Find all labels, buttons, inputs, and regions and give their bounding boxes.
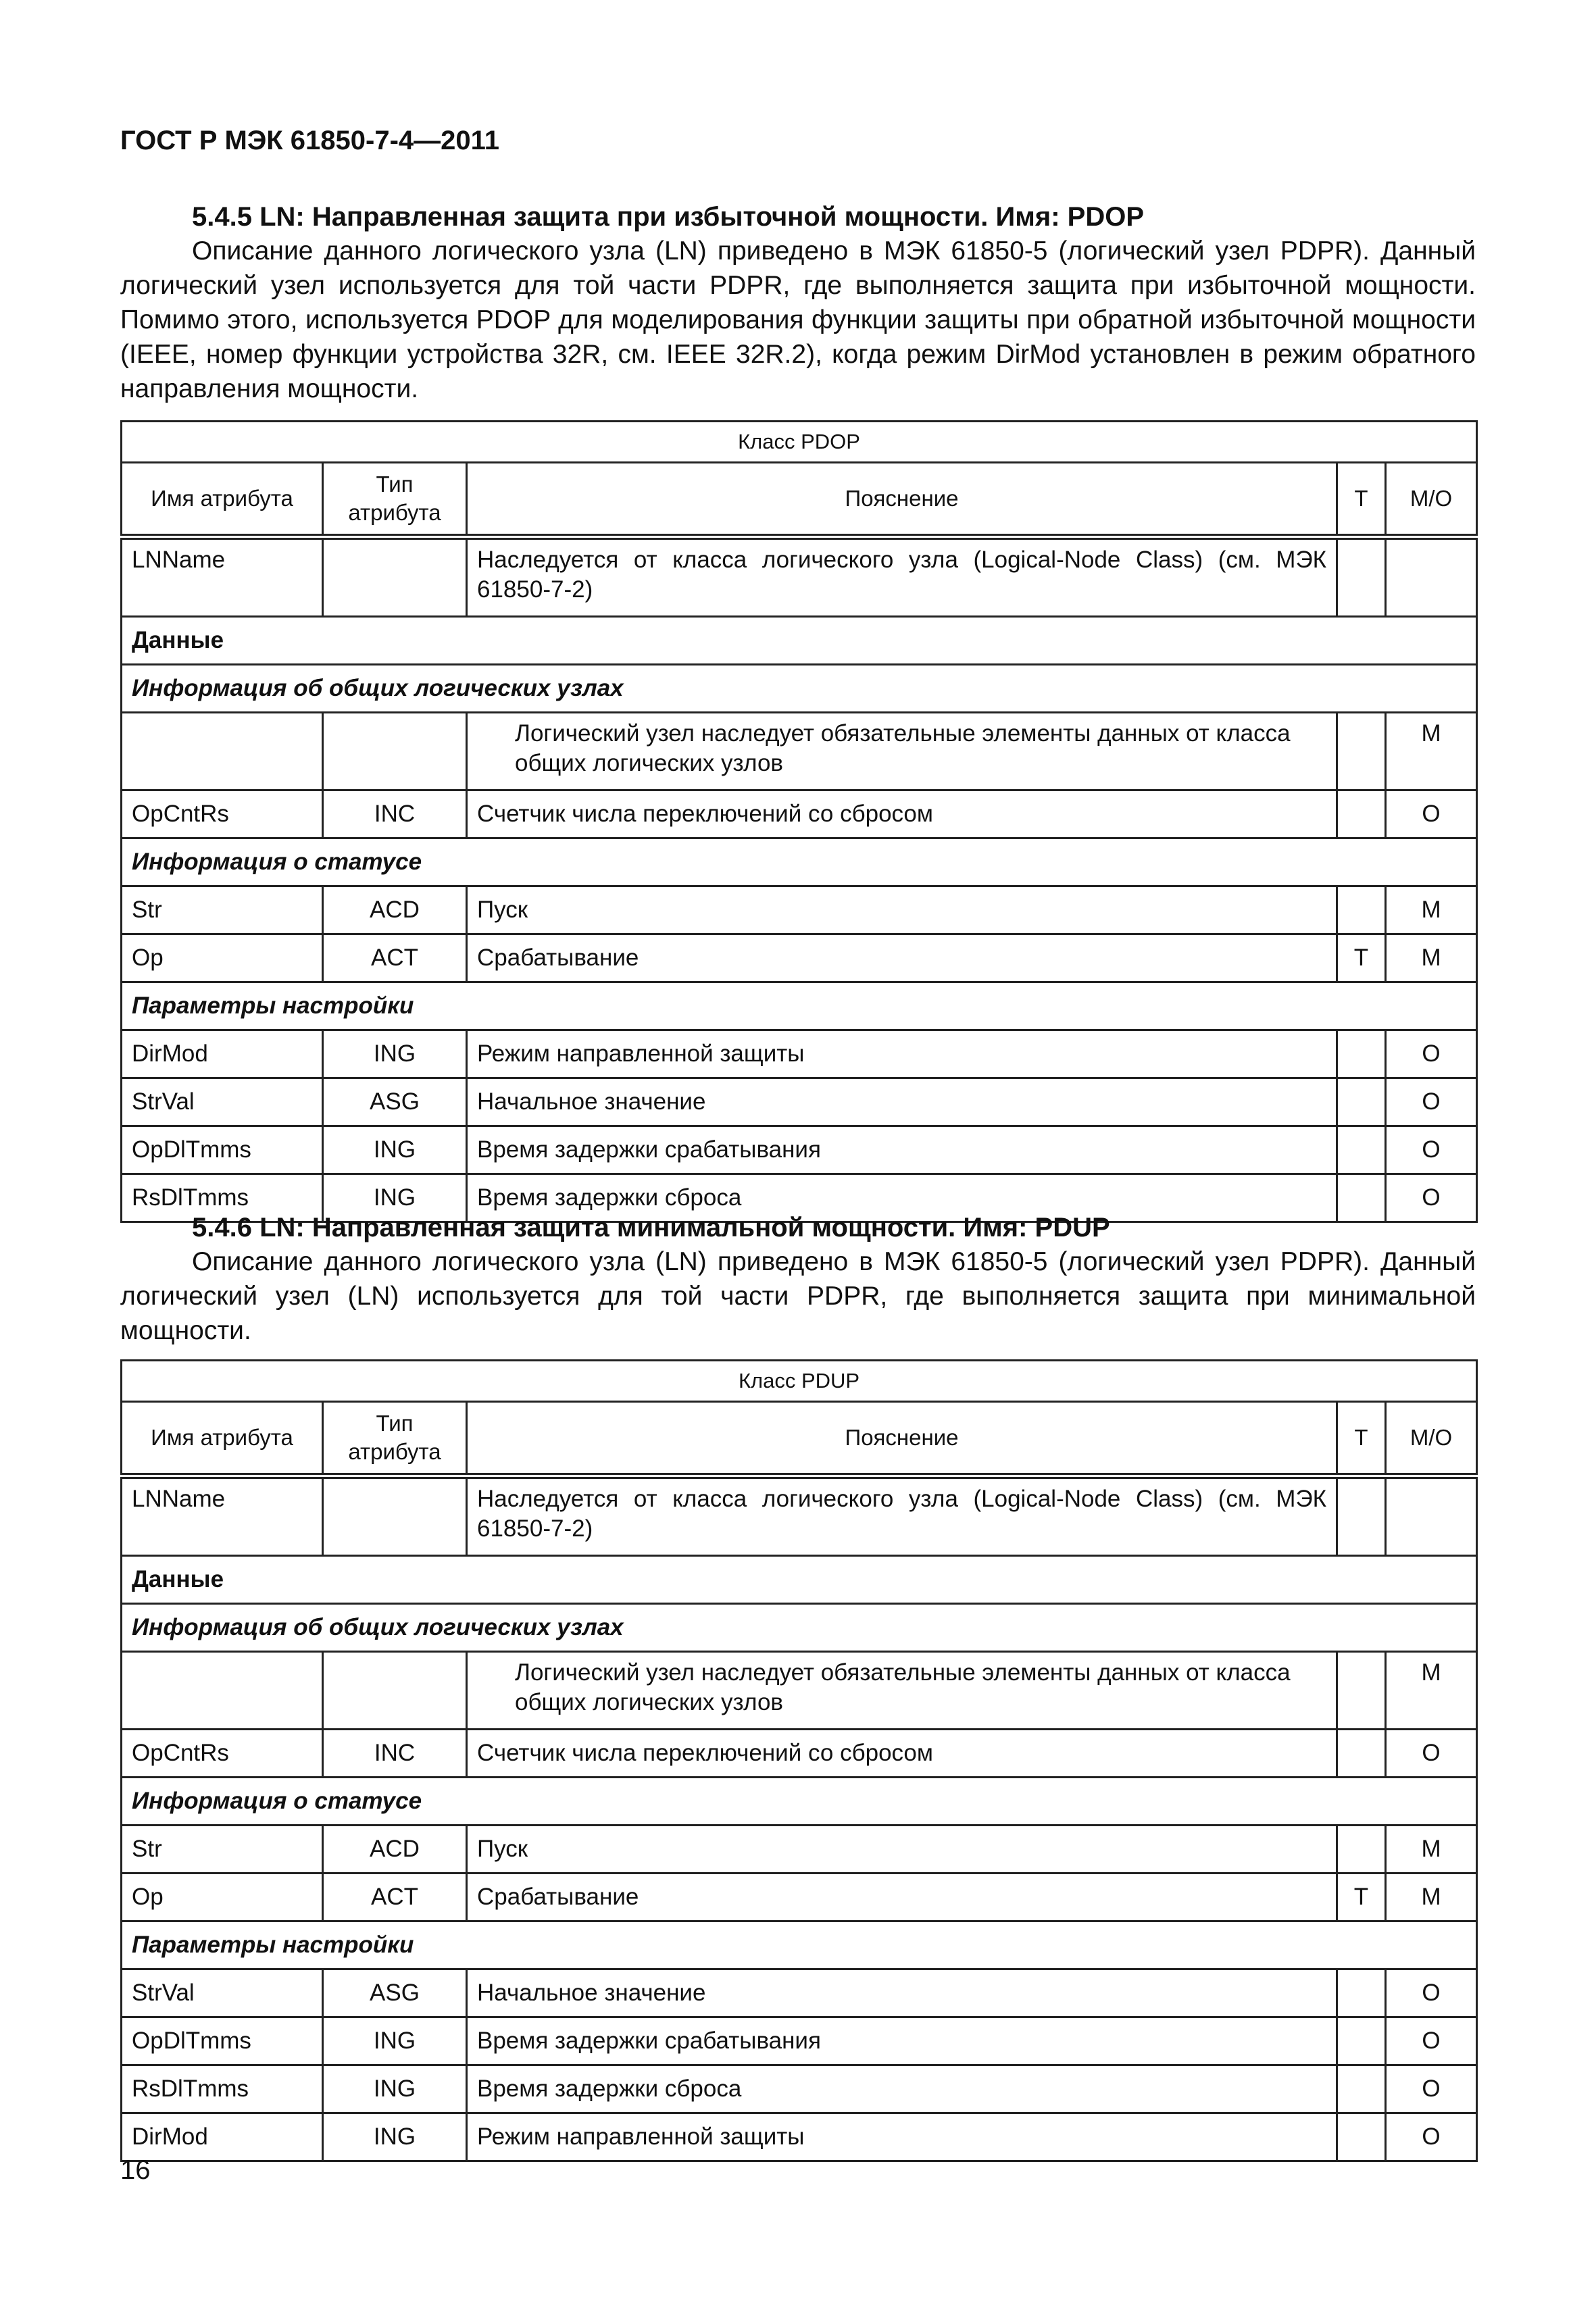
attr-desc: Начальное значение [467,1969,1337,2017]
table-row [122,1873,1477,1921]
attr-desc: Время задержки сброса [467,2065,1337,2113]
attr-type: ASG [323,1969,467,2017]
attr-t [1337,1476,1386,1556]
attr-t [1337,1126,1386,1174]
attr-desc: Логический узел наследует обязательные элементы данных от класса общих логических узлов [467,713,1337,790]
section-heading: 5.4.5 LN: Направленная защита при избыточной мощности. Имя: PDOP [192,202,1145,232]
attr-mo: O [1386,1969,1477,2017]
attr-t: T [1337,1873,1386,1921]
table-row [122,1826,1477,1873]
attr-type [323,1476,467,1556]
table-row [122,1730,1477,1778]
attr-mo: M [1386,1873,1477,1921]
attr-type: ING [323,1174,467,1222]
attr-desc: Счетчик числа переключений со сбросом [467,790,1337,838]
table-row [122,2017,1477,2065]
attr-name: LNName [122,1476,323,1556]
column-header-t: Т [1337,463,1386,537]
table-header-row [122,1402,1477,1476]
attr-name: RsDlTmms [122,2065,323,2113]
attr-mo: O [1386,1078,1477,1126]
attr-mo [1386,1476,1477,1556]
attr-t [1337,1826,1386,1873]
attr-type: ACD [323,886,467,934]
attr-t [1337,2065,1386,2113]
column-header-t: Т [1337,1402,1386,1476]
attr-name [122,1652,323,1730]
attr-desc: Наследуется от класса логического узла (Logical-Node Class) (см. МЭК 61850-7-2) [467,1476,1337,1556]
attr-name: Op [122,934,323,982]
attr-type: INC [323,790,467,838]
attr-name: StrVal [122,1078,323,1126]
attr-t [1337,790,1386,838]
attr-mo: O [1386,1126,1477,1174]
table-row [122,790,1477,838]
attr-t [1337,1969,1386,2017]
attr-type: ING [323,2065,467,2113]
attr-desc: Пуск [467,886,1337,934]
attr-mo: O [1386,1174,1477,1222]
attr-mo: M [1386,1826,1477,1873]
attr-desc: Срабатывание [467,1873,1337,1921]
attr-desc: Срабатывание [467,934,1337,982]
subgroup-label-settings: Параметры настройки [122,982,1477,1030]
attr-name: RsDlTmms [122,1174,323,1222]
attr-name: OpCntRs [122,1730,323,1778]
column-header-type: Тип атрибута [323,1402,467,1476]
attr-name: DirMod [122,1030,323,1078]
table-row [122,886,1477,934]
attr-mo: O [1386,2065,1477,2113]
attr-name: Op [122,1873,323,1921]
table-caption: Класс PDUP [122,1361,1477,1402]
page-number: 16 [120,2155,151,2185]
class-table-pdup [120,1359,1478,2162]
attr-name: LNName [122,537,323,617]
table-row [122,2113,1477,2161]
attr-name: OpDlTmms [122,1126,323,1174]
attr-mo: O [1386,1730,1477,1778]
table-row [122,2065,1477,2113]
attr-desc: Логический узел наследует обязательные элементы данных от класса общих логических узлов [467,1652,1337,1730]
attr-t [1337,713,1386,790]
attr-name: StrVal [122,1969,323,2017]
column-header-desc: Пояснение [467,1402,1337,1476]
attr-t [1337,537,1386,617]
subgroup-label-common: Информация об общих логических узлах [122,1604,1477,1652]
attr-mo: M [1386,713,1477,790]
attr-t [1337,1652,1386,1730]
section-heading: 5.4.6 LN: Направленная защита минимальной мощности. Имя: PDUP [192,1213,1110,1242]
subgroup-label-settings: Параметры настройки [122,1921,1477,1969]
subgroup-label-status: Информация о статусе [122,1778,1477,1826]
attr-desc: Время задержки сброса [467,1174,1337,1222]
attr-desc: Режим направленной защиты [467,1030,1337,1078]
table-header-row [122,463,1477,537]
attr-name: OpCntRs [122,790,323,838]
attr-mo [1386,537,1477,617]
attr-type [323,537,467,617]
section-paragraph: Описание данного логического узла (LN) приведено в МЭК 61850-5 (логический узел PDPR). Данный логический узел используется для той части PDPR, где выполняется защита при избыточной мощности. Помимо этого, используется PDOP для моделирования функции защиты при обратной избыточной мощности (IEEE, номер функции устройства 32R, см. IEEE 32R.2), когда режим DirMod установлен в режим обратного направления мощности. [120,236,1476,403]
attr-mo: M [1386,1652,1477,1730]
table-row [122,1126,1477,1174]
attr-type: ING [323,2017,467,2065]
attr-name: DirMod [122,2113,323,2161]
class-table-pdop [120,420,1478,1223]
attr-t [1337,2113,1386,2161]
attr-t: T [1337,934,1386,982]
attr-desc: Время задержки срабатывания [467,2017,1337,2065]
attr-desc: Счетчик числа переключений со сбросом [467,1730,1337,1778]
attr-mo: O [1386,2113,1477,2161]
column-header-desc: Пояснение [467,463,1337,537]
section-pdop [120,200,1476,406]
attr-t [1337,1730,1386,1778]
table-row [122,1030,1477,1078]
attr-name: OpDlTmms [122,2017,323,2065]
attr-t [1337,2017,1386,2065]
group-label-data: Данные [122,617,1477,665]
attr-t [1337,886,1386,934]
attr-desc: Режим направленной защиты [467,2113,1337,2161]
attr-name: Str [122,886,323,934]
attr-type: ING [323,2113,467,2161]
attr-mo: O [1386,2017,1477,2065]
attr-type: ACT [323,1873,467,1921]
table-row [122,537,1477,617]
attr-mo: M [1386,886,1477,934]
attr-name [122,713,323,790]
document-header: ГОСТ Р МЭК 61850-7-4—2011 [120,126,499,155]
attr-type: ACD [323,1826,467,1873]
attr-desc: Начальное значение [467,1078,1337,1126]
attr-t [1337,1030,1386,1078]
column-header-mo: М/О [1386,463,1477,537]
section-pdup [120,1211,1476,1348]
column-header-type: Тип атрибута [323,463,467,537]
table-caption: Класс PDOP [122,422,1477,463]
attr-desc: Время задержки срабатывания [467,1126,1337,1174]
table-row [122,1476,1477,1556]
section-paragraph: Описание данного логического узла (LN) приведено в МЭК 61850-5 (логический узел PDPR). Данный логический узел (LN) используется для той части PDPR, где выполняется защита при минимальной мощности. [120,1247,1476,1345]
table-row [122,1652,1477,1730]
group-label-data: Данные [122,1556,1477,1604]
column-header-name: Имя атрибута [122,1402,323,1476]
column-header-mo: М/О [1386,1402,1477,1476]
table-row [122,713,1477,790]
table-row [122,934,1477,982]
attr-type [323,713,467,790]
attr-name: Str [122,1826,323,1873]
attr-type [323,1652,467,1730]
attr-desc: Пуск [467,1826,1337,1873]
attr-type: INC [323,1730,467,1778]
subgroup-label-common: Информация об общих логических узлах [122,665,1477,713]
attr-type: ING [323,1126,467,1174]
attr-desc: Наследуется от класса логического узла (Logical-Node Class) (см. МЭК 61850-7-2) [467,537,1337,617]
table-row [122,1969,1477,2017]
column-header-name: Имя атрибута [122,463,323,537]
attr-mo: O [1386,790,1477,838]
attr-t [1337,1078,1386,1126]
attr-mo: M [1386,934,1477,982]
attr-type: ING [323,1030,467,1078]
table-row [122,1078,1477,1126]
attr-mo: O [1386,1030,1477,1078]
subgroup-label-status: Информация о статусе [122,838,1477,886]
attr-type: ACT [323,934,467,982]
attr-type: ASG [323,1078,467,1126]
